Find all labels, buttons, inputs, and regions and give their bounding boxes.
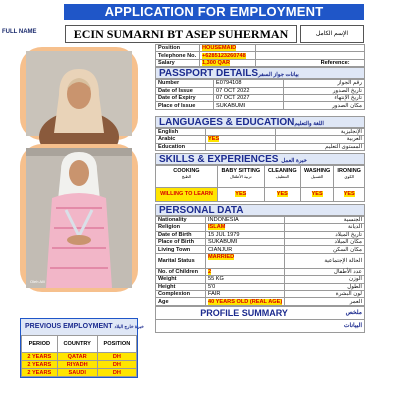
skill-header-cooking: COOKING الطبخ	[156, 165, 218, 187]
skill-value-cooking: WILLING TO LEARN	[156, 187, 218, 201]
previous-employment-title-arabic: خبرة خارج البلاد	[114, 324, 144, 329]
photo-watermark: Oleh Alli	[30, 279, 45, 284]
skill-value-washing: YES	[300, 187, 334, 201]
full-name-label-arabic: الإسم الكامل	[300, 25, 364, 43]
table-row: 2 YEARS RIYADH DH	[22, 361, 137, 369]
table-row: 2 YEARS SAUDI DH	[22, 369, 137, 377]
children-value: 2	[208, 269, 212, 276]
skill-header-baby-sitting: BABY SITTING تربية الأطفال	[217, 165, 264, 187]
full-name-label: FULL NAME	[2, 29, 37, 35]
personal-table: Nationality INDONESIA الجنسية Religion ISLAM الديانة Date of Birth 15 JUL 1979 تاريخ الميلاد Place of Birth SUKABUMI مكان الميلاد Living Town CIANJUR مكان السكن Marital Status MARRIED الحالة الإجتماعية No. of Children 2 عدد الأطفال Weight 55 KG الوزن Height 5'0 الطول Complexion FAIR لون البشرة Age 40 YEARS OLD (REAL AGE) العمر	[155, 216, 365, 306]
languages-section-title-arabic: اللغة والتعليم	[294, 120, 324, 127]
marital-status-value: MARRIED	[208, 253, 235, 260]
country-header: COUNTRY	[57, 336, 97, 353]
skill-value-ironing: YES	[334, 187, 365, 201]
languages-table: English الإنجليزية Arabic YES العربية Education المستوى التعليم	[155, 128, 365, 151]
salary-value: 1,300 QAR	[202, 59, 230, 66]
position-value: HOUSEMAID	[202, 45, 237, 52]
previous-employment-table	[21, 335, 137, 377]
phone-label: Telephone No.	[156, 52, 200, 59]
headshot-photo	[20, 47, 138, 140]
skill-value-baby-sitting: YES	[217, 187, 264, 201]
profile-summary-title-arabic: ملخص	[325, 306, 365, 319]
position-header: POSITION	[97, 336, 136, 353]
passport-section-title: PASSPORT DETAILSبيانات جواز السفر	[155, 67, 365, 79]
passport-section-title-arabic: بيانات جواز السفر	[258, 72, 299, 79]
profile-summary-title: PROFILE SUMMARY	[163, 306, 324, 319]
skill-header-cleaning: CLEANING التنظيف	[264, 165, 300, 187]
skill-header-washing: WASHING الغسيل	[300, 165, 334, 187]
salary-label: Salary	[156, 59, 200, 66]
skills-section-title: SKILLS & EXPERIENCES خبرة العمل	[155, 153, 365, 165]
arabic-value: YES	[208, 136, 220, 143]
age-value: 40 YEARS OLD (REAL AGE)	[208, 298, 283, 305]
skills-section-title-arabic: خبرة العمل	[281, 157, 307, 164]
skill-value-cleaning: YES	[264, 187, 300, 201]
full-body-photo	[20, 144, 138, 292]
phone-value: +6285123260748	[202, 52, 246, 59]
page-title: APPLICATION FOR EMPLOYMENT	[64, 4, 364, 20]
reference-label: Reference:	[256, 59, 352, 66]
details-panel	[155, 44, 365, 333]
passport-table: Number E0794108 رقم الجواز Date of Issue 07 OCT 2022 تاريخ الصدور Date of Expiry 07 OCT 2027 تاريخ الإنتهاء Place of Issue SUKABUMI مكان الصدور	[155, 79, 365, 110]
full-name-bar	[0, 21, 366, 44]
previous-employment-box	[20, 318, 144, 378]
skill-header-ironing: IRONING الكوي	[334, 165, 365, 187]
period-header: PERIOD	[22, 336, 58, 353]
table-row: 2 YEARS QATAR DH	[22, 353, 137, 361]
religion-value: ISLAM	[208, 224, 226, 231]
previous-employment-title: PREVIOUS EMPLOYMENT خبرة خارج البلاد	[21, 319, 137, 335]
personal-section-title: PERSONAL DATA	[155, 204, 365, 216]
full-name-value: ECIN SUMARNI BT ASEP SUHERMAN	[65, 25, 297, 43]
job-table	[155, 44, 365, 67]
profile-summary-table	[155, 306, 365, 333]
position-label: Position	[156, 45, 200, 52]
skills-table	[155, 165, 365, 202]
languages-section-title: LANGUAGES & EDUCATIONاللغة والتعليم	[155, 116, 365, 128]
profile-data-arabic: البيانات	[325, 319, 365, 332]
